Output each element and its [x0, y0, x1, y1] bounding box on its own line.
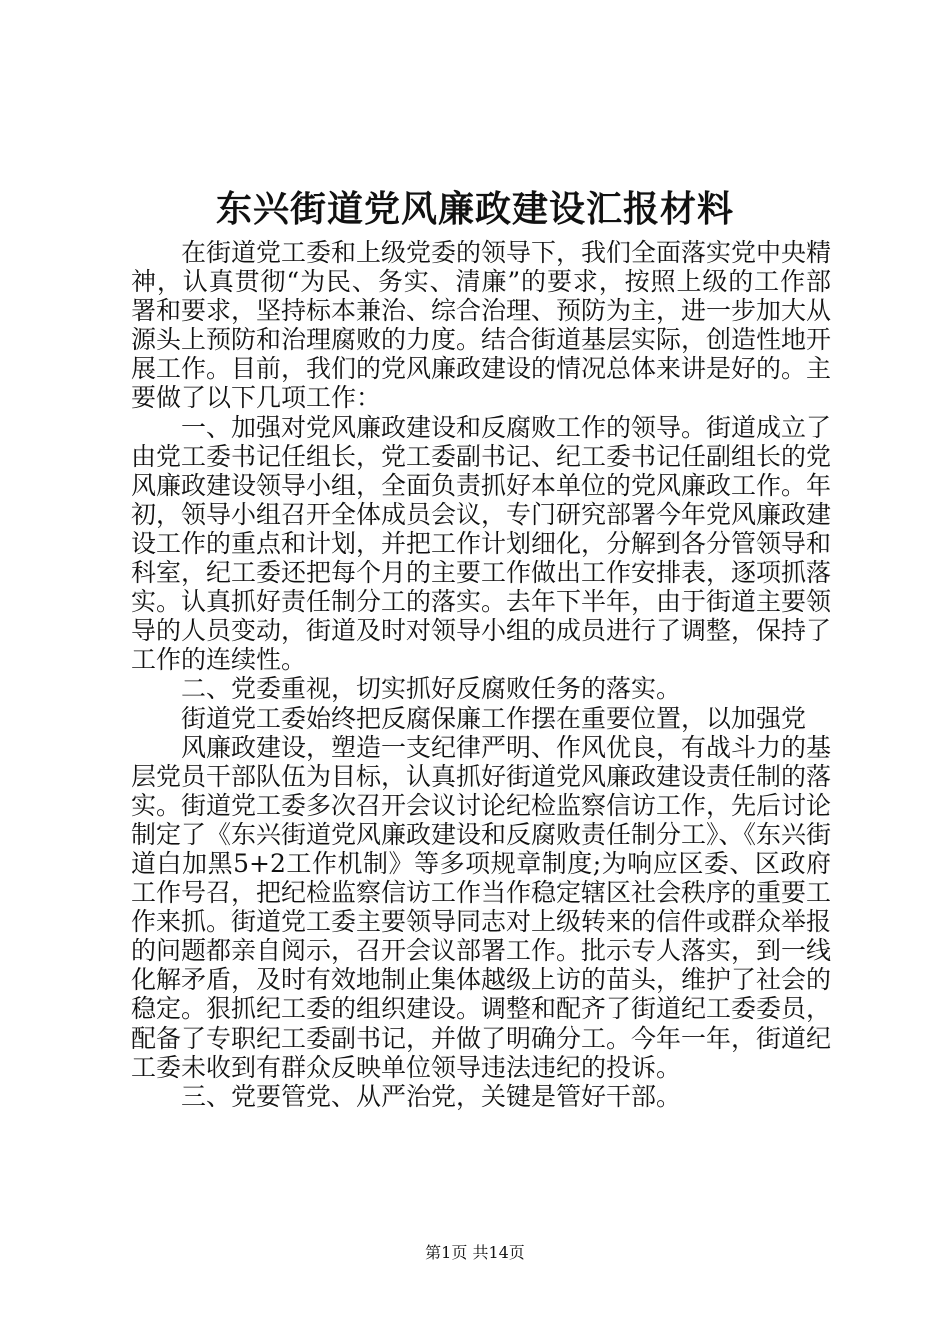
- paragraph-section-2-heading: 二、党委重视，切实抓好反腐败任务的落实。: [181, 674, 682, 704]
- page-number-footer: 第1页 共14页: [425, 1243, 525, 1262]
- paragraph-section-2-body: 风廉政建设，塑造一支纪律严明、作风优良，有战斗力的基层党员干部队伍为目标，认真抓好街道党风廉政建设责任制的落实。街道党工委多次召开会议讨论纪检监察信访工作，先后讨论制定了《东兴街道党风廉政建设和反腐败责任制分工》、《东兴街道白加黑5+2工作机制》等多项规章制度;为响应区委、区政府工作号召，把纪检监察信访工作当作稳定辖区社会秩序的重要工作来抓。街道党工委主要领导同志对上级转来的信件或群众举报的问题都亲自阅示，召开会议部署工作。批示专人落实，到一线化解矛盾，及时有效地制止集体越级上访的苗头，维护了社会的稳定。狠抓纪工委的组织建设。调整和配齐了街道纪工委委员，配备了专职纪工委副书记，并做了明确分工。今年一年，街道纪工委未收到有群众反映单位领导违法违纪的投诉。: [131, 732, 832, 1082]
- paragraph-intro: 在街道党工委和上级党委的领导下，我们全面落实党中央精神，认真贯彻“为民、务实、清廉”的要求，按照上级的工作部署和要求，坚持标本兼治、综合治理、预防为主，进一步加大从源头上预防和治理腐败的力度。结合街道基层实际，创造性地开展工作。目前，我们的党风廉政建设的情况总体来讲是好的。主要做了以下几项工作：: [131, 238, 832, 413]
- paragraph-section-2-lead: 街道党工委始终把反腐保廉工作摆在重要位置，以加强党: [181, 703, 807, 733]
- document-title: 东兴街道党风廉政建设汇报材料: [215, 188, 734, 230]
- document-body: [131, 238, 831, 1111]
- paragraph-section-1: 一、加强对党风廉政建设和反腐败工作的领导。街道成立了由党工委书记任组长，党工委副书记、纪工委书记任副组长的党风廉政建设领导小组，全面负责抓好本单位的党风廉政工作。年初，领导小组召开全体成员会议，专门研究部署今年党风廉政建设工作的重点和计划，并把工作计划细化，分解到各分管领导和科室，纪工委还把每个月的主要工作做出工作安排表，逐项抓落实。认真抓好责任制分工的落实。去年下半年，由于街道主要领导的人员变动，街道及时对领导小组的成员进行了调整，保持了工作的连续性。: [131, 412, 832, 675]
- paragraph-section-3-heading: 三、党要管党、从严治党，关键是管好干部。: [181, 1081, 682, 1111]
